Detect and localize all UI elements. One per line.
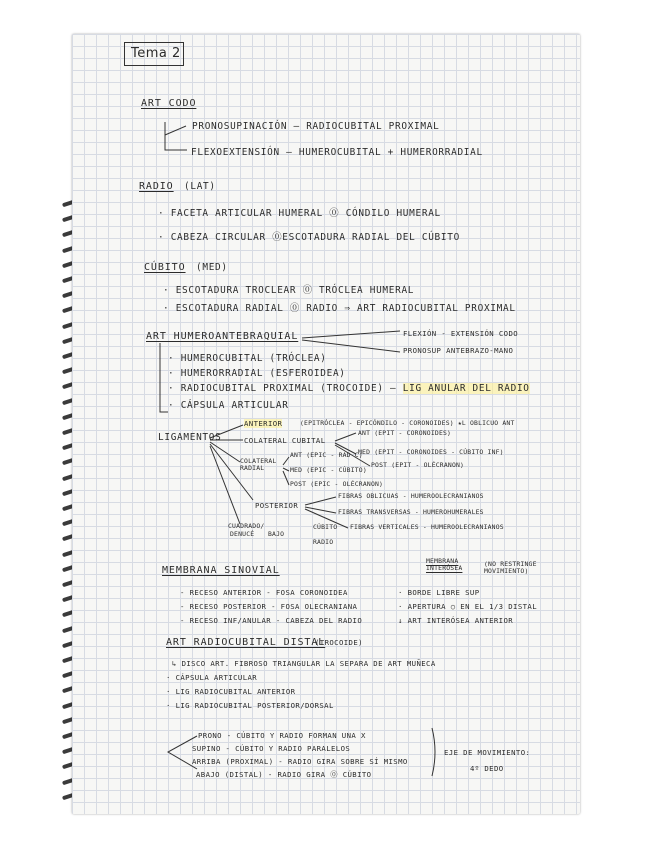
humero-arrow-2 <box>302 340 400 352</box>
fibras-1: FIBRAS OBLICUAS - HUMEROOLECRANIANOS <box>338 492 484 500</box>
lig-colateral-radial: COLATERAL RADIAL <box>240 457 277 472</box>
mov-item-3: ARRIBA (PROXIMAL) - RADIO GIRA SOBRE SÍ MISMO <box>192 757 408 766</box>
radio-heading: RADIO <box>139 181 174 192</box>
cubito-item-1: · ESCOTADURA TROCLEAR ⓪ TRÓCLEA HUMERAL <box>163 285 415 296</box>
lig-anular-highlight: LIG ANULAR DEL RADIO <box>402 383 530 394</box>
ligamentos-label: LIGAMENTOS <box>158 432 222 443</box>
cc-ant: ANT (EPIT - CORONOIDES) <box>358 429 452 437</box>
cc-post: POST (EPIT - OLÉCRANON) <box>371 461 465 469</box>
humero-arrow-1 <box>302 331 400 338</box>
humero-heading: ART HUMEROANTEBRAQUIAL <box>146 331 299 342</box>
interosea-item-3: ↓ ART INTERÓSEA ANTERIOR <box>398 616 514 625</box>
lig-posterior: POSTERIOR <box>255 501 299 510</box>
distal-heading: ART RADIOCUBITAL DISTAL <box>166 637 326 648</box>
humero-item-4: · CÁPSULA ARTICULAR <box>168 400 289 411</box>
cubito-heading: CÚBITO <box>144 262 186 273</box>
interosea-item-1: · BORDE LIBRE SUP <box>398 588 480 597</box>
fibras-2: FIBRAS TRANSVERSAS - HUMEROHUMERALES <box>338 508 484 516</box>
lig-anterior-detail: (EPITRÓCLEA - EPICÓNDILO - CORONOIDES) ★L OBLICUO ANT <box>300 419 515 427</box>
fibras-3: FIBRAS VERTICALES - HUMEROOLECRANIANOS <box>350 523 504 531</box>
radio-item-2: · CABEZA CIRCULAR ⓪ESCOTADURA RADIAL DEL CÚBITO <box>158 232 460 243</box>
lig-cuadrado-1: CUADRADO/ <box>228 522 265 530</box>
interosea-item-2: · APERTURA ○ EN EL 1/3 DISTAL <box>398 602 537 611</box>
humero-right-1: FLEXIÓN - EXTENSIÓN CODO <box>403 329 519 338</box>
art-codo-heading: ART CODO <box>141 98 197 109</box>
interosea-note: (NO RESTRINGE MOVIMIENTO) <box>484 560 537 575</box>
cr-post-line <box>283 471 289 485</box>
lig-bajo: BAJO <box>268 530 285 538</box>
page-title: Tema 2 <box>131 46 181 61</box>
lig-colateral-cubital: COLATERAL CUBITAL <box>244 436 326 445</box>
lig-cuadrado-2: DENUCÉ <box>230 530 255 538</box>
codo-branch-line <box>165 126 186 135</box>
radio-item-1: · FACETA ARTICULAR HUMERAL ⓪ CÓNDILO HUMERAL <box>158 208 441 219</box>
radio-tag: (LAT) <box>184 181 216 192</box>
cr-med: MED (EPIC - CÚBITO) <box>290 466 367 474</box>
sinovial-heading: MEMBRANA SINOVIAL <box>162 565 280 576</box>
art-codo-item-2: FLEXOEXTENSIÓN — HUMEROCUBITAL + HUMERORRADIAL <box>191 147 483 158</box>
cc-med: MED (EPIT - CORONOIDES - CÚBITO INF) <box>358 448 504 456</box>
codo-bracket-line <box>165 122 187 150</box>
cubito-item-2: · ESCOTADURA RADIAL ⓪ RADIO ⇒ ART RADIOCUBITAL PROXIMAL <box>163 303 516 314</box>
cc-ant-line <box>335 433 356 441</box>
humero-item-3 <box>168 383 530 394</box>
distal-item-3: · LIG RADIOCUBITAL ANTERIOR <box>166 687 296 696</box>
fibras-line-2 <box>305 507 336 513</box>
lig-bajo-radio: RADIO <box>313 538 334 546</box>
humero-item-3-text: · RADIOCUBITAL PROXIMAL (TROCOIDE) — <box>168 383 403 394</box>
mov-item-2: SUPINO - CÚBITO Y RADIO PARALELOS <box>192 744 351 753</box>
interosea-heading: MEMBRANA INTERÓSEA <box>426 557 463 572</box>
humero-right-2: PRONOSUP ANTEBRAZO-MANO <box>403 346 514 355</box>
lig-line-posterior <box>210 444 253 500</box>
art-codo-item-1: PRONOSUPINACIÓN — RADIOCUBITAL PROXIMAL <box>192 121 440 132</box>
mov-eje-1: EJE DE MOVIMIENTO: <box>444 748 531 757</box>
mov-item-1: PRONO - CÚBITO Y RADIO FORMAN UNA X <box>198 731 366 740</box>
cubito-tag: (MED) <box>196 262 228 273</box>
lig-line-cuadrado <box>210 446 240 524</box>
distal-item-4: · LIG RADIOCUBITAL POSTERIOR/DORSAL <box>166 701 334 710</box>
mov-item-4: ABAJO (DISTAL) - RADIO GIRA ⓪ CÚBITO <box>196 770 372 779</box>
humero-item-1: · HUMEROCUBITAL (TRÓCLEA) <box>168 353 327 364</box>
cr-post: POST (EPIC - OLÉCRANON) <box>290 480 384 488</box>
distal-tag: (TROCOIDE) <box>315 638 363 647</box>
humero-bracket-line <box>160 343 168 412</box>
sinovial-item-1: - RECESO ANTERIOR - FOSA CORONOIDEA <box>180 588 348 597</box>
cr-ant: ANT (EPIC - RAD C) <box>290 451 363 459</box>
mov-bracket-right <box>432 728 435 776</box>
distal-item-1: ↳ DISCO ART. FIBROSO TRIANGULAR LA SEPARA DE ART MUÑECA <box>172 659 436 668</box>
mov-eje-2: 4º DEDO <box>470 764 504 773</box>
fibras-line-1 <box>305 497 336 505</box>
humero-item-2: · HUMERORRADIAL (ESFEROIDEA) <box>168 368 346 379</box>
lig-bajo-cubito: CÚBITO <box>313 523 338 531</box>
sinovial-item-2: - RECESO POSTERIOR - FOSA OLECRANIANA <box>180 602 358 611</box>
sinovial-item-3: - RECESO INF/ANULAR - CABEZA DEL RADIO <box>180 616 363 625</box>
lig-anterior: ANTERIOR <box>244 419 283 428</box>
distal-item-2: · CÁPSULA ARTICULAR <box>166 673 258 682</box>
